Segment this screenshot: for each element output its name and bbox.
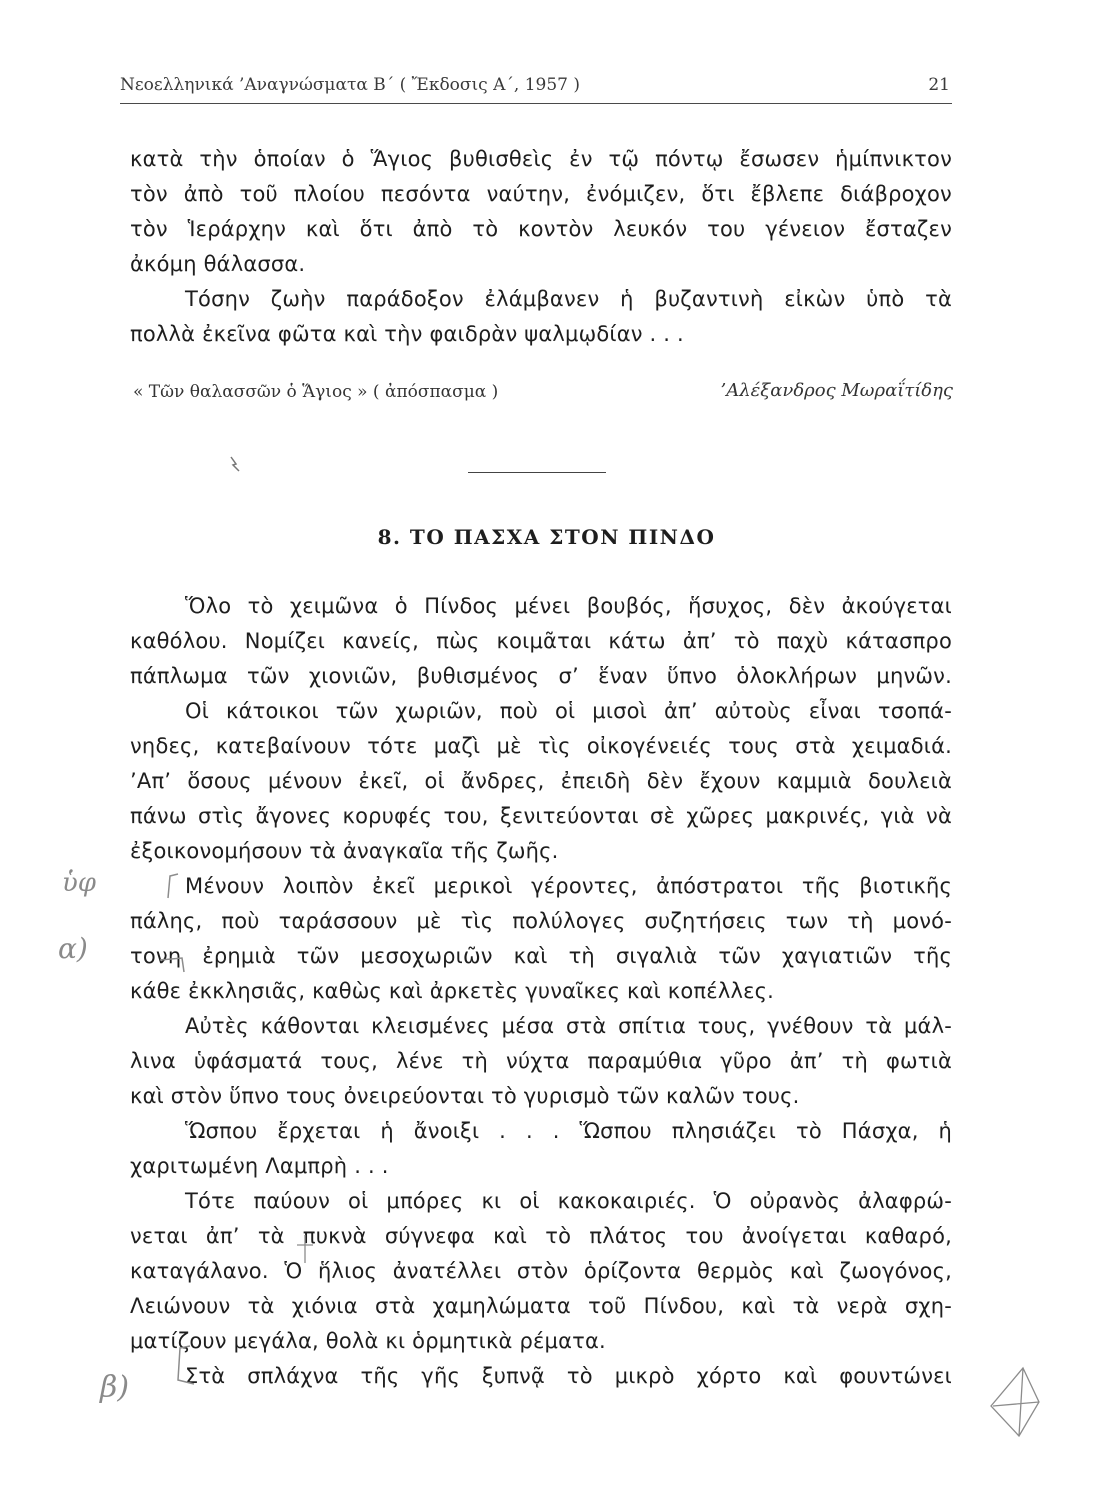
section-title: 8. ΤΟ ΠΑΣΧΑ ΣΤΟΝ ΠΙΝΔΟ (377, 525, 716, 549)
body-line: κάθε ἐκκλησιᾶς, καθὼς καὶ ἀρκετὲς γυναῖκες καὶ κοπέλλες. (130, 979, 775, 1003)
running-title: Νεοελληνικά ’Αναγνώσματα Β΄ ( Ἔκδοσις Α΄, 1957 ) (120, 75, 580, 95)
body-line: Μένουν λοιπὸν ἐκεῖ μερικοὶ γέροντες, ἀπόστρατοι τῆς βιοτικῆς (185, 874, 952, 898)
body-line: πάπλωμα τῶν χιονιῶν, βυθισμένος σ’ ἕναν ὕπνο ὁλοκλήρων μηνῶν. (130, 664, 952, 688)
body-line: χαριτωμένη Λαμπρὴ . . . (130, 1154, 389, 1178)
body-line: πάλης, ποὺ ταράσσουν μὲ τὶς πολύλογες συζητήσεις των τὴ μονό- (130, 909, 952, 933)
body-line: καθόλου. Νομίζει κανείς, πὼς κοιμᾶται κάτω ἀπ’ τὸ παχὺ κάτασπρο (130, 629, 952, 653)
body-line: Ὥσπου ἔρχεται ἡ ἄνοιξι . . . Ὥσπου πλησιάζει τὸ Πάσχα, ἡ (185, 1119, 952, 1143)
margin-note-hyph: ὑφ (62, 868, 97, 898)
body-line: καὶ στὸν ὕπνο τους ὀνειρεύονται τὸ γυρισμὸ τῶν καλῶν τους. (130, 1084, 800, 1108)
excerpt-line: κατὰ τὴν ὁποίαν ὁ Ἅγιος βυθισθεὶς ἐν τῷ πόντῳ ἔσωσεν ἡμίπνικτον (130, 147, 952, 171)
excerpt-source: « Τῶν θαλασσῶν ὁ Ἅγιος » ( ἀπόσπασμα ) (133, 382, 499, 402)
excerpt-author: ’Αλέξανδρος Μωραΐτίδης (720, 380, 953, 401)
body-line: ματίζουν μεγάλα, θολὰ κι ὁρμητικὰ ρέματα. (130, 1329, 606, 1353)
excerpt-line: ἀκόμη θάλασσα. (130, 252, 306, 276)
margin-note-a: α) (58, 932, 88, 965)
body-line: νεται ἀπ’ τὰ πυκνὰ σύγνεφα καὶ τὸ πλάτος του ἀνοίγεται καθαρό, (130, 1224, 952, 1248)
section-divider (468, 472, 606, 473)
body-line: Στὰ σπλάχνα τῆς γῆς ξυπνᾷ τὸ μικρὸ χόρτο καὶ φουντώνει (185, 1364, 952, 1388)
body-line: Τότε παύουν οἱ μπόρες κι οἱ κακοκαιριές. Ὁ οὐρανὸς ἀλαφρώ- (185, 1189, 952, 1213)
excerpt-line: τὸν Ἱεράρχην καὶ ὅτι ἀπὸ τὸ κοντὸν λευκόν του γένειον ἔσταζεν (130, 217, 952, 241)
pencil-diamond-sketch (985, 1362, 1045, 1442)
body-line: καταγάλανο. Ὁ ἥλιος ἀνατέλλει στὸν ὁρίζοντα θερμὸς καὶ ζωογόνος, (130, 1259, 952, 1283)
running-header (120, 75, 950, 101)
body-line: ’Απ’ ὅσους μένουν ἐκεῖ, οἱ ἄνδρες, ἐπειδὴ δὲν ἔχουν καμμιὰ δουλειὰ (130, 769, 952, 793)
body-line: τονη ἐρημιὰ τῶν μεσοχωριῶν καὶ τὴ σιγαλιὰ τῶν χαγιατιῶν τῆς (130, 944, 952, 968)
body-line: Ὅλο τὸ χειμῶνα ὁ Πίνδος μένει βουβός, ἥσυχος, δὲν ἀκούγεται (185, 594, 952, 618)
pencil-cross-mark (295, 1235, 315, 1265)
body-line: νηδες, κατεβαίνουν τότε μαζὶ μὲ τὶς οἰκογένειές τους στὰ χειμαδιά. (130, 734, 952, 758)
pencil-bracket-mark (140, 868, 190, 978)
body-line: λινα ὑφάσματά τους, λένε τὴ νύχτα παραμύθια γῦρο ἀπ’ τὴ φωτιὰ (130, 1049, 952, 1073)
pencil-bracket-mark (170, 1340, 200, 1390)
page-number: 21 (928, 75, 950, 95)
margin-note-b: β) (100, 1370, 130, 1405)
excerpt-line: πολλὰ ἐκεῖνα φῶτα καὶ τὴν φαιδρὰν ψαλμῳδίαν . . . (130, 322, 684, 346)
body-line: ἐξοικονομήσουν τὰ ἀναγκαῖα τῆς ζωῆς. (130, 839, 559, 863)
body-line: πάνω στὶς ἄγονες κορυφές του, ξενιτεύονται σὲ χῶρες μακρινές, γιὰ νὰ (130, 804, 952, 828)
excerpt-line: τὸν ἀπὸ τοῦ πλοίου πεσόντα ναύτην, ἐνόμιζεν, ὅτι ἔβλεπε διάβροχον (130, 182, 952, 206)
body-line: Οἱ κάτοικοι τῶν χωριῶν, ποὺ οἱ μισοὶ ἀπ’ αὐτοὺς εἶναι τσοπά- (185, 699, 952, 723)
print-speck-mark (228, 455, 242, 473)
header-rule (120, 103, 952, 104)
body-line: Λειώνουν τὰ χιόνια στὰ χαμηλώματα τοῦ Πίνδου, καὶ τὰ νερὰ σχη- (130, 1294, 952, 1318)
excerpt-line: Τόσην ζωὴν παράδοξον ἐλάμβανεν ἡ βυζαντινὴ εἰκὼν ὑπὸ τὰ (185, 287, 952, 311)
body-line: Αὐτὲς κάθονται κλεισμένες μέσα στὰ σπίτια τους, γνέθουν τὰ μάλ- (185, 1014, 952, 1038)
